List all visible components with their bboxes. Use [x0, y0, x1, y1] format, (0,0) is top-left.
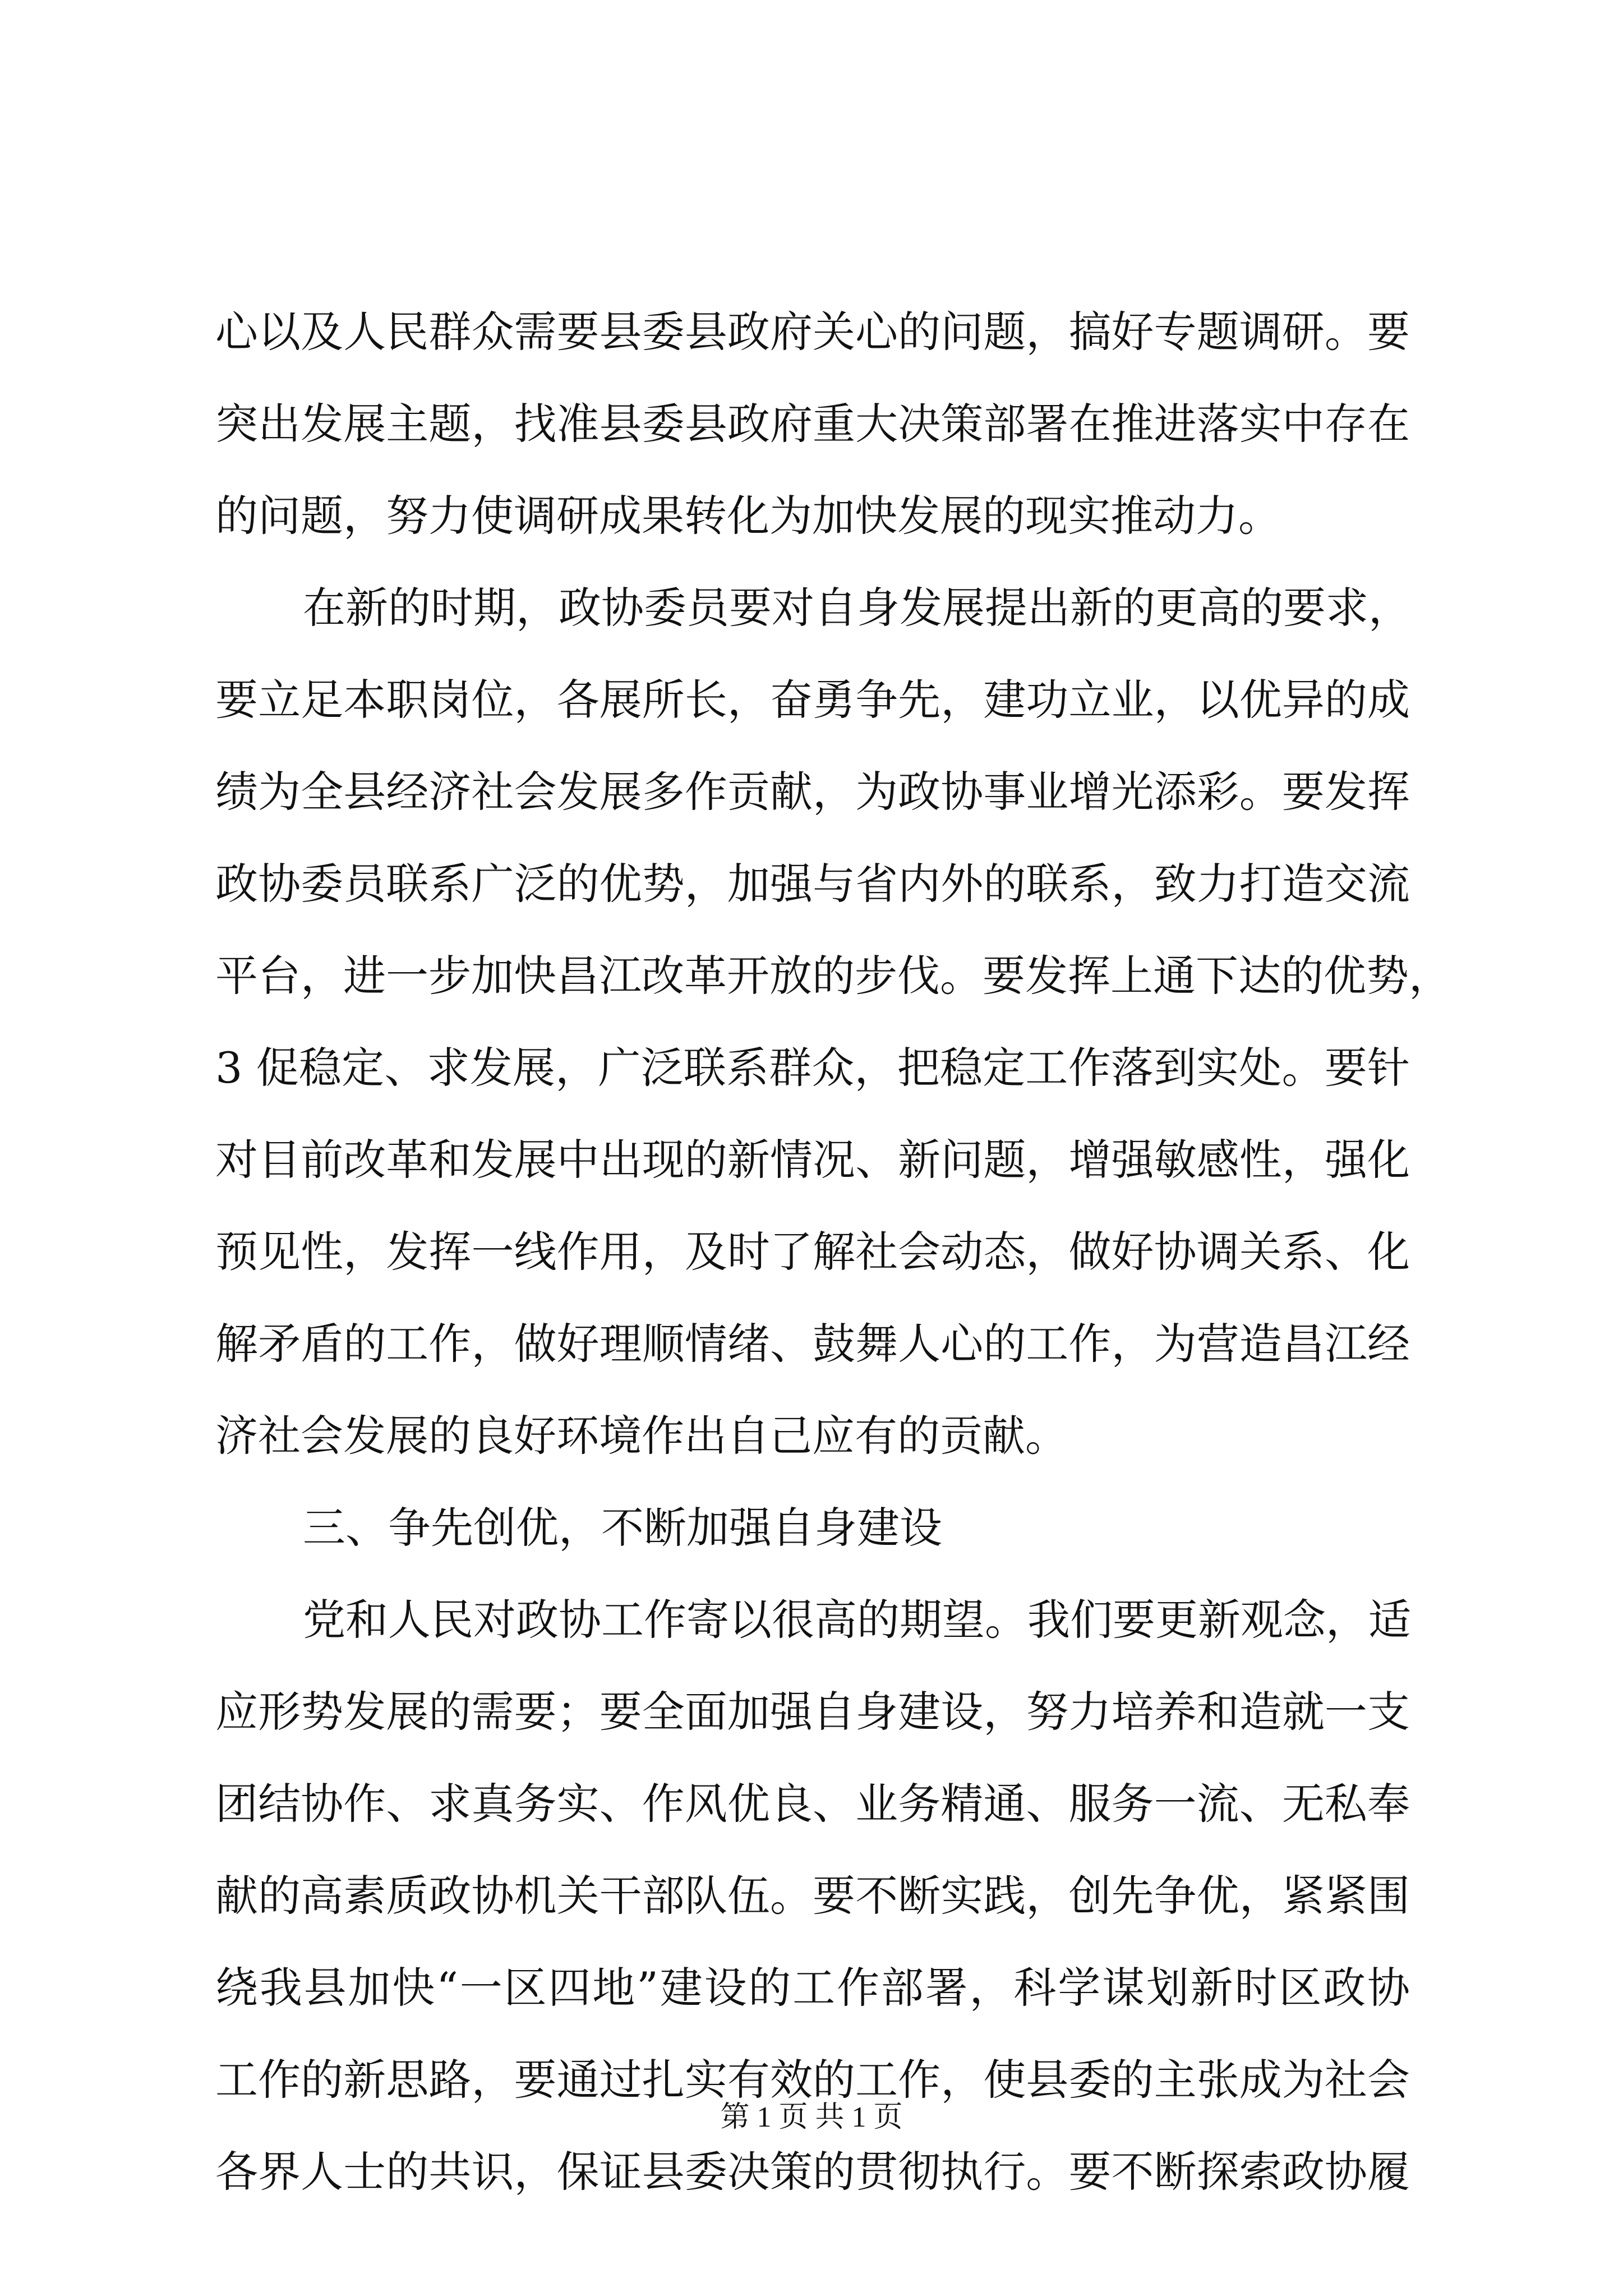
text-line: 绩为全县经济社会发展多作贡献，为政协事业增光添彩。要发挥: [215, 767, 1410, 817]
text-line: 3 促稳定、求发展，广泛联系群众，把稳定工作落到实处。要针: [215, 1043, 1410, 1093]
text-line: 的问题，努力使调研成果转化为加快发展的现实推动力。: [215, 491, 1281, 541]
document-body: [215, 286, 1451, 2218]
text-line: 平台，进一步加快昌江改革开放的步伐。要发挥上通下达的优势，: [215, 951, 1451, 1001]
text-line: 对目前改革和发展中出现的新情况、新问题，增强敏感性，强化: [215, 1135, 1410, 1185]
text-line: 预见性，发挥一线作用，及时了解社会动态，做好协调关系、化: [215, 1227, 1410, 1277]
text-line: 绕我县加快“一区四地”建设的工作部署，科学谋划新时区政协: [215, 1963, 1410, 2013]
text-line: 要立足本职岗位，各展所长，奋勇争先，建功立业，以优异的成: [215, 675, 1410, 725]
text-line: 工作的新思路，要通过扎实有效的工作，使县委的主张成为社会: [215, 2055, 1410, 2105]
paragraph-first-line: 党和人民对政协工作寄以很高的期望。我们要更新观念，适: [303, 1595, 1411, 1645]
text-line: 政协委员联系广泛的优势，加强与省内外的联系，致力打造交流: [215, 859, 1410, 909]
text-line: 心以及人民群众需要县委县政府关心的问题，搞好专题调研。要: [215, 307, 1410, 357]
text-line: 解矛盾的工作，做好理顺情绪、鼓舞人心的工作，为营造昌江经: [215, 1319, 1410, 1369]
text-line: 团结协作、求真务实、作风优良、业务精通、服务一流、无私奉: [215, 1779, 1410, 1829]
section-heading: 三、争先创优，不断加强自身建设: [303, 1503, 942, 1553]
text-line: 各界人士的共识，保证县委决策的贯彻执行。要不断探索政协履: [215, 2147, 1410, 2197]
paragraph-first-line: 在新的时期，政协委员要对自身发展提出新的更高的要求，: [303, 583, 1411, 633]
page-number-footer: 第 1 页 共 1 页: [720, 2101, 903, 2133]
text-line: 应形势发展的需要；要全面加强自身建设，努力培养和造就一支: [215, 1687, 1410, 1737]
text-line: 济社会发展的良好环境作出自己应有的贡献。: [215, 1411, 1068, 1461]
text-line: 突出发展主题，找准县委县政府重大决策部署在推进落实中存在: [215, 399, 1410, 449]
text-line: 献的高素质政协机关干部队伍。要不断实践，创先争优，紧紧围: [215, 1871, 1410, 1921]
